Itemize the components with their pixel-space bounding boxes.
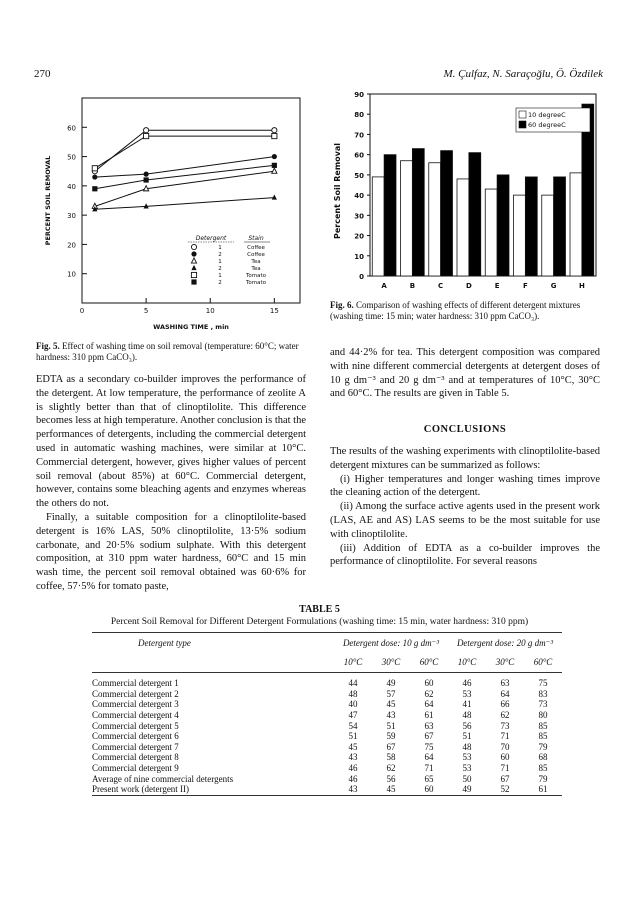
category-label: E [494,282,500,290]
cell-value: 71 [500,762,510,773]
cell-value: 54 [348,720,358,731]
row-label: Commercial detergent 6 [92,731,179,742]
data-point [144,128,149,133]
y-tick-label: 10 [354,252,364,261]
y-tick-label: 50 [67,153,76,162]
legend-detergent: 1 [218,259,222,265]
legend-swatch [519,111,526,118]
table-row [92,774,562,785]
x-axis-label: WASHING TIME , min [153,323,229,331]
cell-value: 66 [500,699,510,710]
y-axis-label: PERCENT SOIL REMOVAL [44,155,52,246]
row-label: Commercial detergent 9 [92,762,179,773]
data-point [272,133,277,138]
cell-value: 64 [500,688,510,699]
data-point [144,133,149,138]
left-paragraph-1: EDTA as a secondary co-builder improves the performance of the detergent. At low temperature, the performance of zeolite A is slightly better than that of clinoptilolite. This difference becomes less at high temperature. Another conclusion is that the performances of detergents, including the commercial detergent used in automatic washing machines, were similar at 10°C. Commercial detergent, however, gives higher values of percent soil removal (about 85%) at 60°C. Commercial detergent, however, contains some bleaching agents and enzymes whereas the others do not. [36,374,307,510]
table-row [92,689,562,700]
cell-value: 64 [424,699,434,710]
data-point [272,154,277,159]
x-tick-label: 0 [79,307,85,315]
data-point [92,174,97,179]
figure-5 [36,88,304,340]
right-paragraph-5: (iii) Addition of EDTA as a co-builder improves the performance of clinoptilolite. For several reasons [330,542,600,568]
bar [441,151,453,276]
row-label: Commercial detergent 2 [92,688,179,699]
left-paragraph-2: Finally, a suitable composition for a clinoptilolite-based detergent is 16% LAS, 50% clinoptilolite, 13·5% sodium carbonate, and 20·5% sodium sulphate. With this detergent composition, at 310 ppm water hardness, 60°C and 15 min wash time, the percent soil removal obtained was 60·6% for coffee, 57·5% for tomato paste, [36,511,306,592]
col-header-type: Detergent type [138,638,191,648]
cell-value: 43 [386,709,396,720]
data-point [272,128,277,133]
legend-stain: Tomato [245,273,267,279]
cell-value: 56 [462,720,472,731]
cell-value: 44 [348,678,358,689]
cell-value: 83 [538,688,548,699]
cell-value: 67 [386,741,396,752]
fig5-caption [36,341,306,363]
cell-value: 75 [424,741,434,752]
fig6-caption-label: Fig. 6. [330,300,354,310]
bar [457,179,469,276]
bar [429,163,441,276]
col-header-dose-10: Detergent dose: 10 g dm⁻³ [342,638,440,648]
y-tick-label: 60 [354,151,364,160]
right-paragraph-4: (ii) Among the surface active agents used in the present work (LAS, AE and AS) LAS seems to be the most suitable for use with clinoptilolite. [330,501,600,540]
table-row [92,763,562,774]
y-tick-label: 20 [354,232,364,241]
figure-6 [328,86,604,298]
legend-header-stain: Stain [248,235,264,242]
bar [554,177,566,276]
bar [401,161,413,276]
cell-value: 62 [386,762,396,773]
row-label: Average of nine commercial detergents [92,773,234,784]
legend-marker [191,258,196,263]
series-line [95,198,275,210]
y-tick-label: 90 [354,91,364,99]
cell-value: 79 [538,741,548,752]
running-head: M. Çulfaz, N. Saraçoğlu, Ö. Özdilek [443,68,603,80]
row-label: Commercial detergent 5 [92,720,179,731]
cell-value: 47 [348,709,358,720]
legend-stain: Coffee [247,252,265,258]
legend-detergent: 2 [218,280,222,286]
y-tick-label: 80 [354,111,364,120]
y-tick-label: 50 [354,171,364,180]
cell-value: 50 [462,773,472,784]
table-row [92,742,562,753]
fig5-line-chart [36,88,304,340]
table-row [92,784,562,795]
series-line [95,171,275,206]
cell-value: 68 [538,752,548,763]
y-tick-label: 30 [354,212,364,221]
cell-value: 51 [462,731,472,742]
cell-value: 60 [500,752,510,763]
cell-value: 43 [348,784,358,795]
data-point [92,186,97,191]
cell-value: 46 [348,773,358,784]
legend-marker [191,279,196,284]
x-tick-label: 10 [205,307,215,315]
right-paragraph-2: The results of the washing experiments with clinoptilolite-based detergent mixtures can be summarized as follows: [330,445,600,471]
legend-header-detergent: Detergent [195,235,227,242]
series-line [95,136,275,168]
table-caption: Percent Soil Removal for Different Detergent Formulations (washing time: 15 min, water hardness: 310 ppm) [110,617,529,627]
fig6-caption-text: Comparison of washing effects of different detergent mixtures (washing time: 15 min; water hardness: 310 ppm CaCO₃). [330,300,581,321]
cell-value: 71 [500,731,510,742]
cell-value: 80 [538,709,548,720]
legend-stain: Tea [251,259,261,265]
bar [372,177,384,276]
legend-stain: Tea [251,266,261,272]
right-column [330,346,600,569]
table-row [92,673,562,689]
y-tick-label: 10 [67,270,76,279]
cell-value: 73 [500,720,510,731]
cell-value: 48 [462,741,472,752]
cell-value: 65 [424,773,434,784]
legend-marker [191,265,196,270]
cell-value: 61 [538,784,548,795]
legend-marker [191,244,196,249]
cell-value: 46 [462,678,472,689]
legend-stain: Coffee [247,245,265,251]
cell-value: 85 [538,762,548,773]
y-axis-label: Percent Soil Removal [333,142,342,240]
cell-value: 43 [348,752,358,763]
legend-marker [191,272,196,277]
cell-value: 73 [538,699,548,710]
temp-header: 30°C [381,656,401,667]
bar [485,189,497,276]
legend-stain: Tomato [245,280,267,286]
y-tick-label: 70 [354,131,364,140]
data-point [144,172,149,177]
cell-value: 62 [500,709,510,720]
row-label: Commercial detergent 4 [92,709,179,720]
bar [525,177,537,276]
series-line [95,157,275,178]
page-number: 270 [34,68,51,80]
row-label: Commercial detergent 7 [92,741,179,752]
cell-value: 70 [500,741,510,752]
cell-value: 61 [424,709,434,720]
data-point [272,168,277,173]
row-label: Commercial detergent 1 [92,678,179,689]
temp-header: 10°C [457,656,477,667]
bar [542,195,554,276]
cell-value: 58 [386,752,396,763]
cell-value: 67 [500,773,510,784]
category-label: A [381,282,387,290]
y-tick-label: 60 [67,124,76,133]
legend-detergent: 2 [218,252,222,258]
cell-value: 60 [424,784,434,795]
data-point [272,194,277,199]
y-tick-label: 30 [67,212,76,221]
cell-value: 49 [386,678,396,689]
results-table [92,632,562,796]
category-label: G [550,282,557,290]
cell-value: 79 [538,773,548,784]
cell-value: 45 [386,699,396,710]
data-point [144,177,149,182]
cell-value: 59 [386,731,396,742]
row-label: Commercial detergent 8 [92,752,179,763]
cell-value: 67 [424,731,434,742]
table-row [92,710,562,721]
legend-detergent: 2 [218,266,222,272]
legend-detergent: 1 [218,273,222,279]
y-tick-label: 40 [354,192,364,201]
category-label: C [438,282,444,290]
temp-header: 60°C [533,656,553,667]
cell-value: 60 [424,678,434,689]
table-title: TABLE 5 [299,604,340,615]
cell-value: 51 [386,720,396,731]
cell-value: 57 [386,688,396,699]
table-row [92,731,562,742]
category-label: D [465,282,472,290]
table-row [92,721,562,732]
left-column [36,373,306,594]
temp-header: 60°C [419,656,439,667]
fig5-caption-label: Fig. 5. [36,341,60,351]
cell-value: 53 [462,752,472,763]
fig6-bar-chart [328,86,604,298]
cell-value: 63 [424,720,434,731]
fig6-caption [330,300,600,322]
table-row [92,699,562,710]
cell-value: 64 [424,752,434,763]
cell-value: 48 [462,709,472,720]
cell-value: 85 [538,731,548,742]
cell-value: 75 [538,678,548,689]
category-label: H [578,282,585,290]
legend-swatch [519,121,526,128]
cell-value: 41 [462,699,472,710]
category-label: F [522,282,528,290]
cell-value: 56 [386,773,396,784]
legend-detergent: 1 [218,245,222,251]
data-point [272,163,277,168]
bar [412,149,424,276]
cell-value: 85 [538,720,548,731]
cell-value: 45 [348,741,358,752]
cell-value: 71 [424,762,434,773]
y-tick-label: 0 [359,273,364,281]
temp-header: 10°C [343,656,363,667]
bar [514,195,526,276]
cell-value: 51 [348,731,358,742]
bar [469,153,481,276]
bar [497,175,509,276]
legend-marker [191,251,196,256]
right-paragraph-1: and 44·2% for tea. This detergent composition was compared with nine different commercial detergents at detergent doses of 10 g dm⁻³ and 20 g dm⁻³ and at temperatures of 10°C, 30°C and 60°C. The results are given in Table 5. [330,347,600,400]
x-tick-label: 5 [143,307,149,315]
table-body [92,673,562,796]
cell-value: 62 [424,688,434,699]
cell-value: 46 [348,762,358,773]
conclusions-heading: CONCLUSIONS [423,424,507,436]
legend-label: 10 degreeC [528,111,566,119]
bar [570,173,582,276]
cell-value: 48 [348,688,358,699]
cell-value: 53 [462,688,472,699]
x-tick-label: 15 [269,307,279,315]
cell-value: 49 [462,784,472,795]
row-label: Commercial detergent 3 [92,699,179,710]
right-paragraph-3: (i) Higher temperatures and longer washing times improve the cleaning action of the detergent. [330,473,600,499]
table-row [92,752,562,763]
cell-value: 63 [500,678,510,689]
legend-label: 60 degreeC [528,121,566,129]
y-tick-label: 20 [67,241,76,250]
fig5-caption-text: Effect of washing time on soil removal (temperature: 60°C; water hardness: 310 ppm CaCO₃). [36,341,299,362]
cell-value: 40 [348,699,358,710]
cell-value: 45 [386,784,396,795]
col-header-dose-20: Detergent dose: 20 g dm⁻³ [456,638,554,648]
category-label: B [409,282,416,290]
cell-value: 52 [500,784,510,795]
data-point [92,166,97,171]
y-tick-label: 40 [67,182,76,191]
row-label: Present work (detergent II) [92,784,190,795]
temp-header: 30°C [495,656,515,667]
cell-value: 53 [462,762,472,773]
bar [384,155,396,276]
